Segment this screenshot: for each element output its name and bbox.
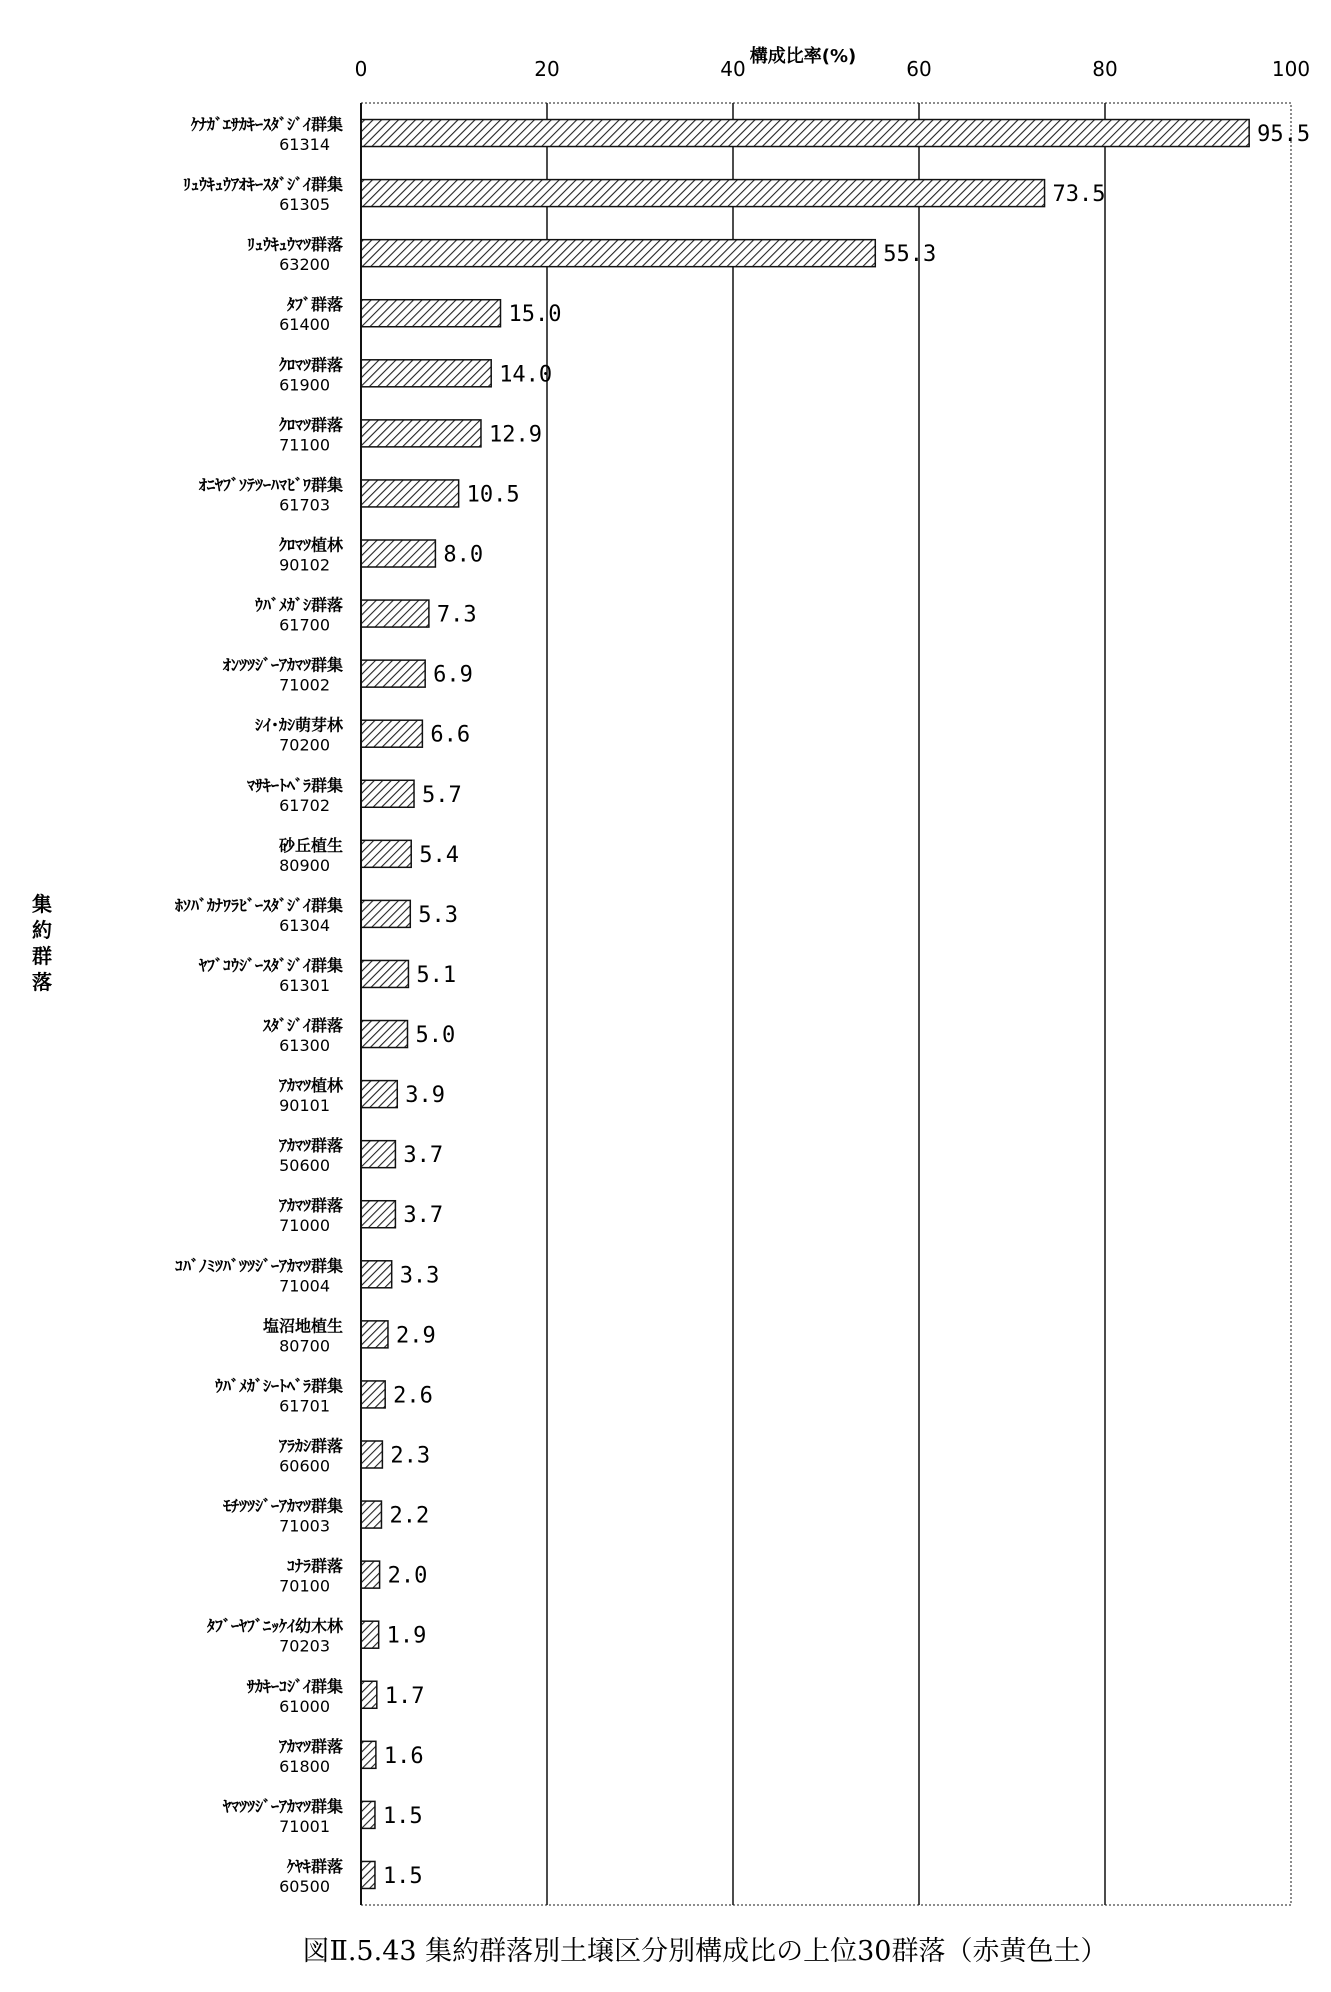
x-tick-label: 80 <box>1092 57 1118 81</box>
bar-value-label: 55.3 <box>883 242 937 268</box>
bar <box>361 780 414 807</box>
bar <box>361 1321 388 1348</box>
category-code-label: 61800 <box>279 1756 330 1776</box>
x-tick-label: 100 <box>1271 57 1311 81</box>
bar <box>361 240 875 267</box>
bar <box>361 840 411 867</box>
bar-value-label: 73.5 <box>1052 182 1106 208</box>
bar <box>361 1861 375 1888</box>
bar-value-label: 2.0 <box>387 1563 428 1589</box>
bar-value-label: 3.7 <box>403 1203 444 1229</box>
bar-value-label: 2.2 <box>389 1503 430 1529</box>
category-name-label: ｵﾝﾂﾂｼﾞｰｱｶﾏﾂ群集 <box>222 655 343 675</box>
category-code-label: 80900 <box>279 855 330 875</box>
bar <box>361 480 459 507</box>
category-name-label: ﾘｭｳｷｭｳﾏﾂ群落 <box>246 235 343 255</box>
bar-value-label: 12.9 <box>488 422 542 448</box>
bar <box>361 180 1045 207</box>
category-code-label: 61314 <box>279 135 330 155</box>
y-axis-title <box>32 892 52 994</box>
category-name-label: ｹﾔｷ群落 <box>286 1856 343 1876</box>
category-code-label: 71002 <box>279 675 330 695</box>
bar <box>361 660 425 687</box>
category-name-label: 塩沼地植生 <box>262 1316 343 1336</box>
category-code-label: 60600 <box>279 1456 330 1476</box>
category-name-label: ｸﾛﾏﾂ群落 <box>278 355 343 375</box>
category-code-label: 70200 <box>279 735 330 755</box>
bar <box>361 900 410 927</box>
category-code-label: 71100 <box>279 435 330 455</box>
category-name-label: ｼｲ･ｶｼ萌芽林 <box>254 715 343 735</box>
category-name-label: ﾔﾏﾂﾂｼﾞｰｱｶﾏﾂ群集 <box>222 1796 343 1816</box>
x-tick-label: 60 <box>906 57 932 81</box>
category-code-label: 70203 <box>279 1636 330 1656</box>
x-tick-label: 40 <box>720 57 746 81</box>
category-code-label: 71003 <box>279 1516 330 1536</box>
bar <box>361 1141 395 1168</box>
bar-value-label: 5.4 <box>419 842 459 868</box>
category-name-label: ｽﾀﾞｼﾞｲ群落 <box>262 1016 343 1036</box>
bar-value-label: 5.7 <box>422 782 462 808</box>
category-code-label: 61400 <box>279 315 330 335</box>
category-name-label: ｸﾛﾏﾂ群落 <box>278 415 343 435</box>
bar-value-label: 3.9 <box>405 1083 446 1109</box>
category-code-label: 61702 <box>279 795 330 815</box>
category-code-label: 71004 <box>279 1276 330 1296</box>
x-axis-title: 構成比率(%) <box>749 46 857 67</box>
x-tick-label: 0 <box>354 57 368 81</box>
category-name-label: ｱﾗｶｼ群落 <box>278 1436 343 1456</box>
bar-value-label: 2.6 <box>393 1383 433 1409</box>
value-labels <box>383 122 1310 1889</box>
bar-value-label: 5.1 <box>416 962 457 988</box>
x-tick-label: 20 <box>534 57 560 81</box>
category-name-label: ﾀﾌﾞｰﾔﾌﾞﾆｯｹｲ幼木林 <box>206 1616 343 1636</box>
category-name-label: ｳﾊﾞﾒｶﾞｼｰﾄﾍﾞﾗ群集 <box>214 1376 343 1396</box>
bar-value-label: 15.0 <box>508 302 562 328</box>
category-name-label: ｹﾅｶﾞｴｻｶｷｰｽﾀﾞｼﾞｲ群集 <box>190 115 343 135</box>
category-name-label: ｺﾊﾞﾉﾐﾂﾊﾞﾂﾂｼﾞｰｱｶﾏﾂ群集 <box>174 1256 343 1276</box>
bar-value-label: 1.9 <box>386 1623 427 1649</box>
category-code-label: 71001 <box>279 1816 330 1836</box>
category-code-label: 61301 <box>279 975 330 995</box>
bar <box>361 600 429 627</box>
bar-value-label: 2.3 <box>390 1443 431 1469</box>
category-labels <box>175 115 344 1896</box>
bar-value-label: 3.7 <box>403 1143 444 1169</box>
bar-value-label: 1.5 <box>382 1803 423 1829</box>
category-name-label: ﾘｭｳｷｭｳｱｵｷｰｽﾀﾞｼﾞｲ群集 <box>182 175 343 195</box>
y-axis-title-char: 落 <box>32 970 52 994</box>
category-name-label: 砂丘植生 <box>278 835 343 855</box>
y-axis-title-char: 約 <box>32 918 52 942</box>
category-code-label: 61305 <box>279 195 330 215</box>
bar-value-label: 14.0 <box>499 362 553 388</box>
bar <box>361 1081 397 1108</box>
category-name-label: ﾔﾌﾞｺｳｼﾞｰｽﾀﾞｼﾞｲ群集 <box>198 955 343 975</box>
bar <box>361 1681 377 1708</box>
bar-value-label: 10.5 <box>466 482 520 508</box>
bar-value-label: 3.3 <box>399 1263 440 1289</box>
figure-caption: 図Ⅱ.5.43 集約群落別土壌区分別構成比の上位30群落（赤黄色土） <box>302 1936 1108 1967</box>
category-name-label: ｱｶﾏﾂ植林 <box>278 1076 343 1096</box>
category-name-label: ｳﾊﾞﾒｶﾞｼ群落 <box>254 595 343 615</box>
category-name-label: ﾏｻｷｰﾄﾍﾞﾗ群集 <box>246 775 343 795</box>
bar <box>361 1201 395 1228</box>
category-name-label: ｵﾆﾔﾌﾞｿﾃﾂｰﾊﾏﾋﾞﾜ群集 <box>198 475 343 495</box>
bar <box>361 1381 385 1408</box>
y-axis-title-char: 群 <box>32 944 52 968</box>
category-name-label: ﾓﾁﾂﾂｼﾞｰｱｶﾏﾂ群集 <box>222 1496 343 1516</box>
bar <box>361 1621 379 1648</box>
category-code-label: 61703 <box>279 495 330 515</box>
category-code-label: 61701 <box>279 1396 330 1416</box>
category-code-label: 61304 <box>279 915 330 935</box>
category-code-label: 61300 <box>279 1036 330 1056</box>
category-code-label: 61700 <box>279 615 330 635</box>
category-code-label: 61900 <box>279 375 330 395</box>
bar <box>361 1801 375 1828</box>
category-code-label: 90102 <box>279 555 330 575</box>
bar-value-label: 1.6 <box>383 1743 424 1769</box>
bar <box>361 420 481 447</box>
category-name-label: ｱｶﾏﾂ群落 <box>278 1196 343 1216</box>
bar-value-label: 6.9 <box>433 662 473 688</box>
bar-value-label: 2.9 <box>395 1323 436 1349</box>
y-axis-title-char: 集 <box>32 892 52 916</box>
category-name-label: ﾎｿﾊﾞｶﾅﾜﾗﾋﾞｰｽﾀﾞｼﾞｲ群集 <box>174 895 343 915</box>
category-name-label: ｺﾅﾗ群落 <box>286 1556 343 1576</box>
category-name-label: ｸﾛﾏﾂ植林 <box>278 535 343 555</box>
category-name-label: ﾀﾌﾞ群落 <box>286 295 343 315</box>
category-name-label: ｻｶｷｰｺｼﾞｲ群集 <box>246 1676 343 1696</box>
bar <box>361 120 1249 147</box>
bar-value-label: 6.6 <box>430 722 471 748</box>
bar-value-label: 8.0 <box>443 542 484 568</box>
bar <box>361 1441 382 1468</box>
gridlines <box>547 103 1105 1905</box>
bars <box>361 120 1249 1889</box>
bar <box>361 960 408 987</box>
bar-value-label: 5.0 <box>415 1023 456 1049</box>
category-code-label: 70100 <box>279 1576 330 1596</box>
bar <box>361 1021 408 1048</box>
bar-value-label: 1.7 <box>384 1683 425 1709</box>
category-code-label: 60500 <box>279 1876 330 1896</box>
bar <box>361 360 491 387</box>
category-name-label: ｱｶﾏﾂ群落 <box>278 1136 343 1156</box>
category-code-label: 61000 <box>279 1696 330 1716</box>
bar <box>361 1561 380 1588</box>
bar-value-label: 1.5 <box>382 1863 423 1889</box>
bar-value-label: 7.3 <box>436 602 477 628</box>
bar <box>361 1501 381 1528</box>
bar <box>361 540 435 567</box>
category-code-label: 63200 <box>279 255 330 275</box>
category-code-label: 71000 <box>279 1216 330 1236</box>
bar <box>361 300 501 327</box>
bar <box>361 720 422 747</box>
bar-value-label: 95.5 <box>1257 122 1311 148</box>
bar <box>361 1741 376 1768</box>
category-code-label: 80700 <box>279 1336 330 1356</box>
bar-value-label: 5.3 <box>418 902 459 928</box>
category-code-label: 90101 <box>279 1096 330 1116</box>
bar <box>361 1261 392 1288</box>
category-name-label: ｱｶﾏﾂ群落 <box>278 1736 343 1756</box>
category-code-label: 50600 <box>279 1156 330 1176</box>
